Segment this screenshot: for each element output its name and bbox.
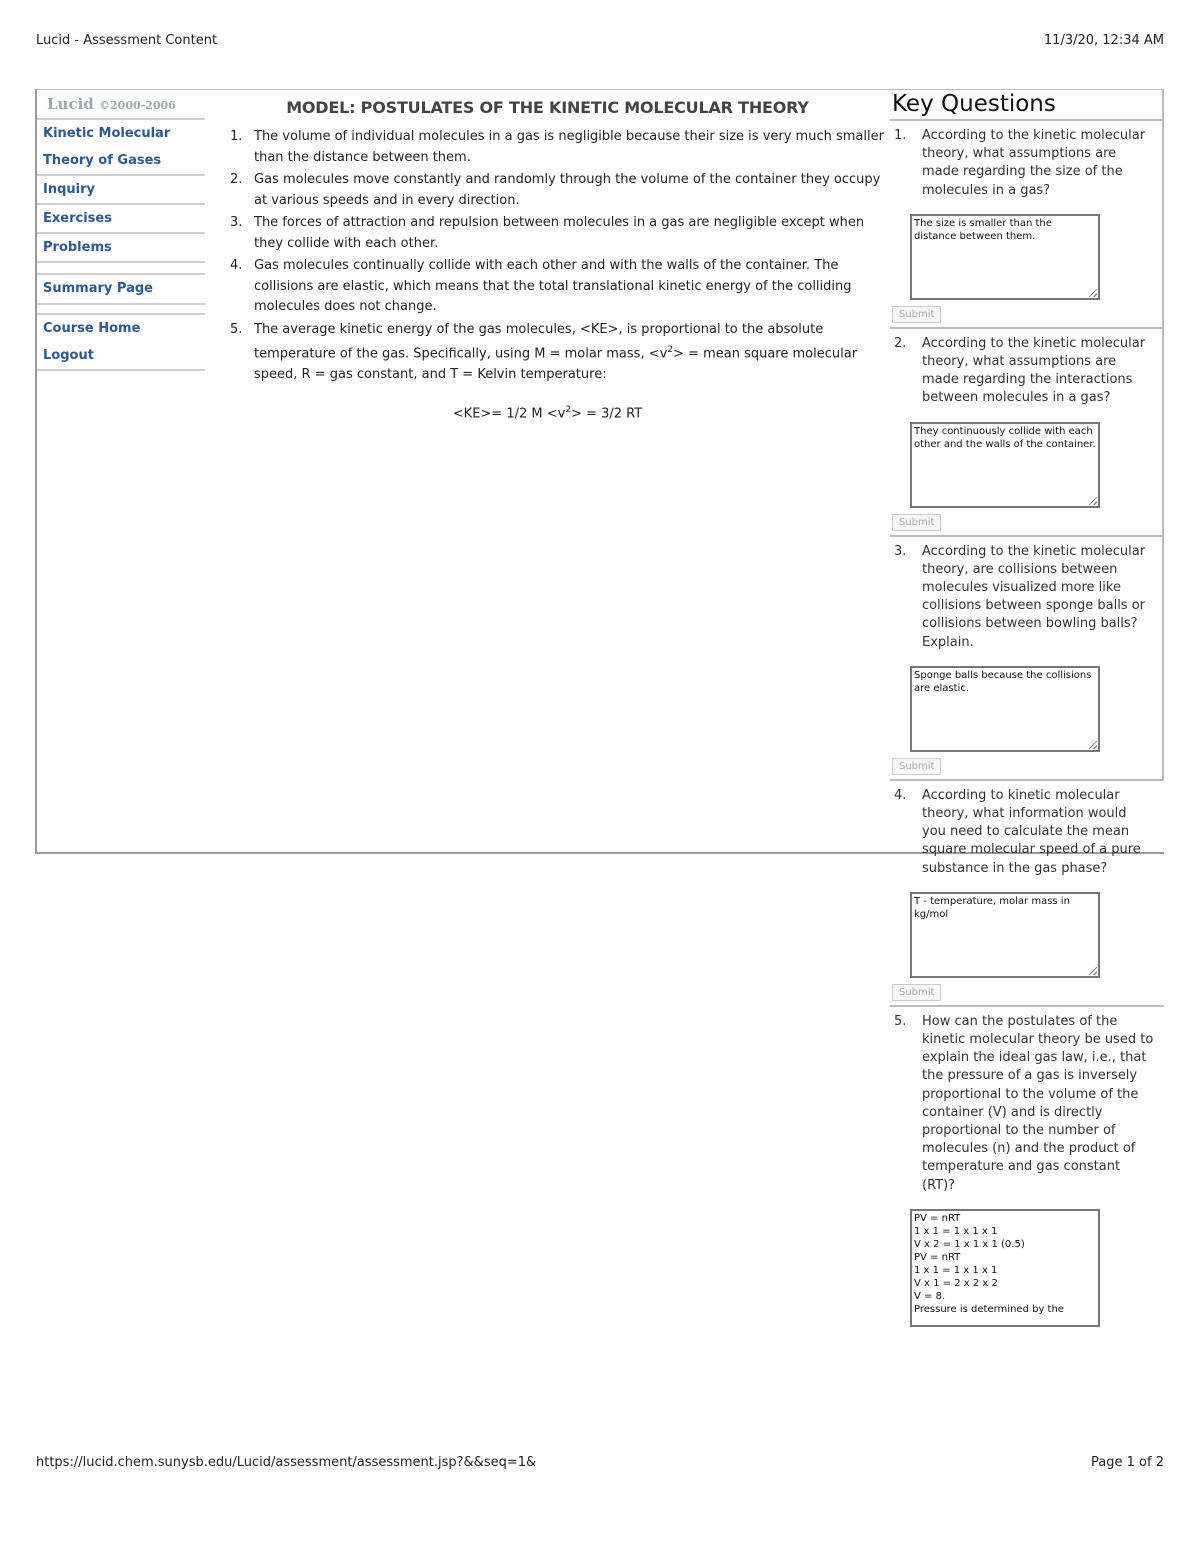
model-title: MODEL: POSTULATES OF THE KINETIC MOLECULAR THEORY <box>286 98 809 117</box>
sidebar-item-inquiry[interactable]: Inquiry <box>37 176 205 205</box>
postulate-text-b: > = mean square molecular speed, R = gas constant, and T = Kelvin temperature: <box>254 346 858 382</box>
answer-text: T - temperature, molar mass in kg/mol <box>914 895 1074 920</box>
question-block <box>890 329 1164 537</box>
sidebar-item-kinetic-molecular[interactable]: Kinetic Molecular <box>43 126 171 141</box>
sidebar-item-course-home[interactable]: Course Home <box>43 321 141 336</box>
sidebar-item-logout[interactable]: Logout <box>37 342 205 371</box>
answer-textarea[interactable] <box>910 422 1100 508</box>
resize-grip-icon[interactable] <box>1089 967 1097 975</box>
sidebar-nav <box>37 90 205 371</box>
postulate-text: Gas molecules move constantly and randomly through the volume of the container they occupy at various speeds and in every direction. <box>254 172 881 208</box>
answer-text: They continuously collide with each other and the walls of the container. <box>914 425 1096 450</box>
answer-textarea[interactable] <box>910 892 1100 978</box>
sidebar-item-exercises[interactable]: Exercises <box>37 205 205 234</box>
ke-formula <box>210 405 885 421</box>
postulate-number: 3. <box>230 215 243 230</box>
postulates-list <box>210 127 885 385</box>
answer-textarea[interactable] <box>910 214 1100 300</box>
sidebar-divider <box>37 263 205 275</box>
question-text: According to the kinetic molecular theory, are collisions between molecules visualized more like collisions between sponge balls or collisions between bowling balls? Explain. <box>922 543 1146 650</box>
postulate-number: 2. <box>230 172 243 187</box>
key-questions-title: Key Questions <box>890 89 1164 121</box>
postulate-number: 5. <box>230 321 243 337</box>
print-header-title: Lucid - Assessment Content <box>36 33 218 48</box>
postulate-text-a: The average kinetic energy of the gas molecules, <KE>, is proportional to the absolute temperature of the gas. Specifically, using M = molar mass, <v <box>254 321 824 362</box>
submit-button[interactable]: Submit <box>892 984 941 1001</box>
resize-grip-icon[interactable] <box>1089 741 1097 749</box>
print-footer-page: Page 1 of 2 <box>1091 1455 1164 1470</box>
key-questions-panel <box>890 89 1164 1327</box>
question-block <box>890 537 1164 781</box>
answer-textarea[interactable] <box>910 1209 1100 1327</box>
resize-grip-icon[interactable] <box>1089 289 1097 297</box>
question-text: How can the postulates of the kinetic molecular theory be used to explain the ideal gas law, i.e., that the pressure of a gas is inversely proportional to the volume of the container (V) and is directly proportional to the number of molecules (n) and the product of temperature and gas constant (RT)? <box>922 1013 1154 1193</box>
answer-text: PV = nRT 1 x 1 = 1 x 1 x 1 V x 2 = 1 x 1 x 1 (0.5) PV = nRT 1 x 1 = 1 x 1 x 1 V x 1 = 2 x 2 x 2 V = 8. Pressure is determined by the <box>914 1212 1064 1315</box>
question-number: 3. <box>894 543 907 559</box>
question-number: 4. <box>894 787 907 803</box>
postulate-item <box>210 170 885 211</box>
question-number: 2. <box>894 335 907 351</box>
sidebar-divider <box>37 305 205 315</box>
model-panel <box>210 90 885 422</box>
sidebar-item-problems[interactable]: Problems <box>37 234 205 263</box>
superscript: 2 <box>565 405 572 416</box>
postulate-item <box>210 127 885 168</box>
postulate-number: 1. <box>230 129 243 144</box>
postulate-text: The forces of attraction and repulsion between molecules in a gas are negligible except when they collide with each other. <box>254 215 865 251</box>
print-header-datetime: 11/3/20, 12:34 AM <box>1043 33 1164 48</box>
question-block <box>890 1007 1164 1327</box>
formula-part: > = 3/2 RT <box>571 406 643 422</box>
question-block <box>890 121 1164 329</box>
question-block <box>890 781 1164 1007</box>
brand-name: Lucid <box>47 95 94 113</box>
answer-text: Sponge balls because the collisions are elastic. <box>914 669 1095 694</box>
postulate-text: Gas molecules continually collide with each other and with the walls of the container. The collisions are elastic, which means that the total translational kinetic energy of the colliding molecules does not change. <box>254 258 852 314</box>
brand-logo <box>37 90 205 120</box>
print-footer-url: https://lucid.chem.sunysb.edu/Lucid/assessment/assessment.jsp?&&seq=1& <box>36 1455 537 1470</box>
submit-button[interactable]: Submit <box>892 306 941 323</box>
submit-button[interactable]: Submit <box>892 514 941 531</box>
question-number: 1. <box>894 128 907 143</box>
sidebar-item-theory-of-gases[interactable]: Theory of Gases <box>37 147 205 176</box>
superscript: 2 <box>667 345 674 355</box>
postulate-item <box>210 320 885 386</box>
formula-part: <KE>= 1/2 M <v <box>452 406 566 422</box>
postulate-text: The volume of individual molecules in a gas is negligible because their size is very much smaller than the distance between them. <box>254 129 884 165</box>
postulate-item <box>210 213 885 254</box>
brand-years: ©2000-2006 <box>99 99 176 112</box>
answer-text: The size is smaller than the distance between them. <box>914 217 1056 242</box>
submit-button[interactable]: Submit <box>892 758 941 775</box>
postulate-number: 4. <box>230 258 243 273</box>
question-text: According to kinetic molecular theory, what information would you need to calculate the mean square molecular speed of a pure substance in the gas phase? <box>922 787 1141 876</box>
answer-textarea[interactable] <box>910 666 1100 752</box>
postulate-item <box>210 256 885 318</box>
resize-grip-icon[interactable] <box>1089 497 1097 505</box>
sidebar-item-summary-page[interactable]: Summary Page <box>37 275 205 305</box>
question-text: According to the kinetic molecular theory, what assumptions are made regarding the interactions between molecules in a gas? <box>922 335 1146 406</box>
question-number: 5. <box>894 1013 907 1029</box>
question-text: According to the kinetic molecular theory, what assumptions are made regarding the size of the molecules in a gas? <box>922 128 1146 198</box>
